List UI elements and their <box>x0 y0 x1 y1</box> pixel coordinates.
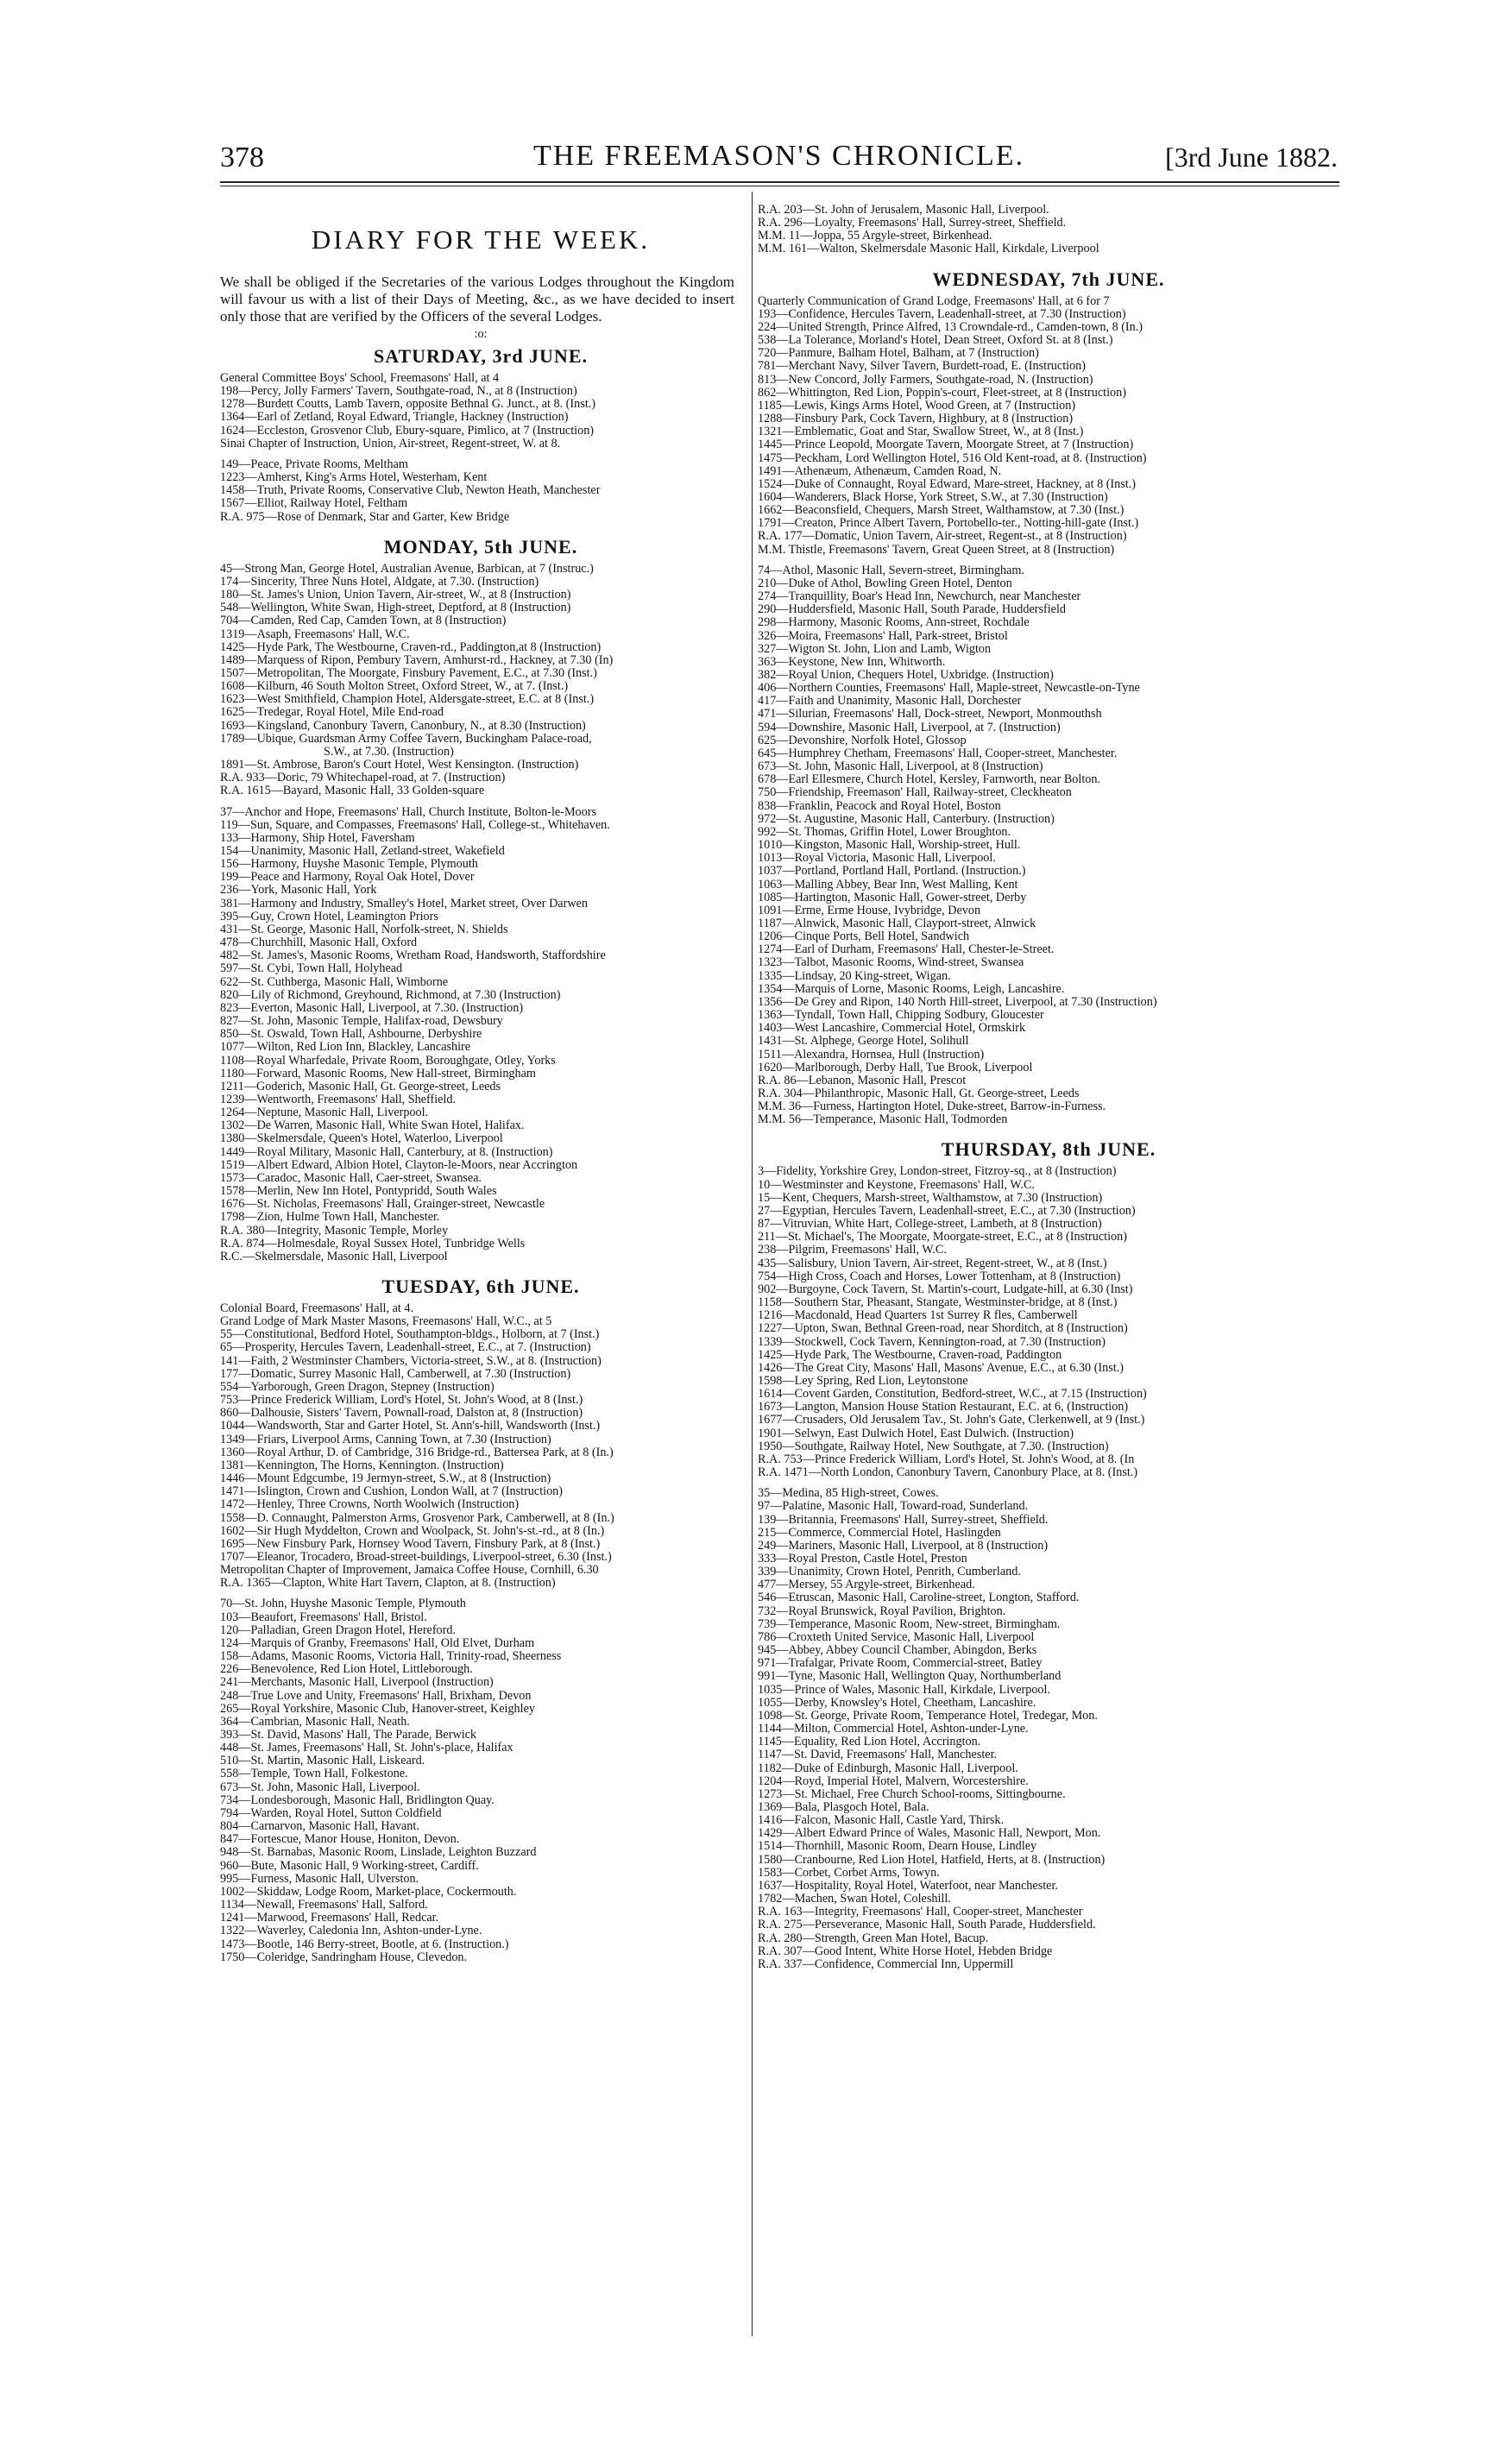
right-column <box>758 204 1339 1979</box>
lodge-entry: 210—Duke of Athol, Bowling Green Hotel, Denton <box>758 577 1012 590</box>
lodge-entry: 1624—Eccleston, Grosvenor Club, Ebury-square, Pimlico, at 7 (Instruction) <box>220 424 595 438</box>
lodge-entry: 1507—Metropolitan, The Moorgate, Finsbury Pavement, E.C., at 7.30 (Inst.) <box>220 666 597 680</box>
lodge-entry: 1339—Stockwell, Cock Tavern, Kennington-road, at 7.30 (Instruction) <box>758 1335 1106 1349</box>
lodge-entry: 1206—Cinque Ports, Bell Hotel, Sandwich <box>758 930 970 944</box>
lodge-entry: 548—Wellington, White Swan, High-street, Deptford, at 8 (Instruction) <box>220 602 571 615</box>
lodge-entry: 198—Percy, Jolly Farmers' Tavern, Southgate-road, N., at 8 (Instruction) <box>220 385 577 399</box>
lodge-entry: 70—St. John, Huyshe Masonic Temple, Plymouth <box>220 1597 466 1611</box>
lodge-entry: R.A. 280—Strength, Green Man Hotel, Bacup. <box>758 1931 989 1945</box>
lodge-entry: 1322—Waverley, Caledonia Inn, Ashton-under-Lyne. <box>220 1925 482 1938</box>
lodge-entry: 1354—Marquis of Lorne, Masonic Rooms, Leigh, Lancashire. <box>758 982 1065 996</box>
lodge-entry: 1288—Finsbury Park, Cock Tavern, Highbury, at 8 (Instruction) <box>758 413 1074 426</box>
lodge-entry: 290—Huddersfield, Masonic Hall, South Parade, Huddersfield <box>758 603 1066 617</box>
lodge-entry: 960—Bute, Masonic Hall, 9 Working-street, Cardiff. <box>220 1859 479 1873</box>
lodge-entry: 739—Temperance, Masonic Room, New-street, Birmingham. <box>758 1617 1061 1631</box>
lodge-entry: 991—Tyne, Masonic Hall, Wellington Quay, Northumberland <box>758 1670 1062 1684</box>
lodge-entry: 1431—St. Alphege, George Hotel, Solihull <box>758 1035 969 1049</box>
lodge-entry: 327—Wigton St. John, Lion and Lamb, Wigton <box>758 642 992 656</box>
lodge-entry: 381—Harmony and Industry, Smalley's Hotel, Market street, Over Darwen <box>220 897 588 910</box>
lodge-entry: R.C.—Skelmersdale, Masonic Hall, Liverpool <box>220 1250 448 1263</box>
lodge-entry: 862—Whittington, Red Lion, Poppin's-court, Fleet-street, at 8 (Instruction) <box>758 386 1126 400</box>
lodge-entry: 1426—The Great City, Masons' Hall, Masons' Avenue, E.C., at 6.30 (Inst.) <box>758 1361 1124 1375</box>
lodge-entry: 339—Unanimity, Crown Hotel, Penrith, Cumberland. <box>758 1566 1021 1579</box>
lodge-entry: 1524—Duke of Connaught, Royal Edward, Mare-street, Hackney, at 8 (Inst.) <box>758 477 1136 491</box>
lodge-entry: 1216—Macdonald, Head Quarters 1st Surrey R fles, Camberwell <box>758 1309 1078 1323</box>
lodge-entry: 1349—Friars, Liverpool Arms, Canning Town, at 7.30 (Instruction) <box>220 1433 551 1446</box>
lodge-entry: 597—St. Cybi, Town Hall, Holyhead <box>220 962 403 976</box>
lodge-entry: S.W., at 7.30. (Instruction) <box>324 745 454 759</box>
lodge-entry: 180—St. James's Union, Union Tavern, Air-street, W., at 8 (Instruction) <box>220 589 571 602</box>
lodge-entry: 1278—Burdett Coutts, Lamb Tavern, opposite Bethnal G. Junct., at 8. (Inst.) <box>220 398 595 412</box>
lodge-entry: 673—St. John, Masonic Hall, Liverpool, at 8 (Instruction) <box>758 760 1043 774</box>
lodge-entry: 1241—Marwood, Freemasons' Hall, Redcar. <box>220 1912 439 1925</box>
lodge-entry: 838—Franklin, Peacock and Royal Hotel, Boston <box>758 799 1001 813</box>
lodge-entry: 448—St. James, Freemasons' Hall, St. John's-place, Halifax <box>220 1742 513 1755</box>
lodge-entry: R.A. 177—Domatic, Union Tavern, Air-street, Regent-st., at 8 (Instruction) <box>758 530 1127 544</box>
lodge-entry: 1608—Kilburn, 46 South Molton Street, Oxford Street, W., at 7. (Inst.) <box>220 680 569 694</box>
lodge-entry: 1098—St. George, Private Room, Temperance Hotel, Tredegar, Mon. <box>758 1709 1098 1723</box>
lodge-entry: R.A. 975—Rose of Denmark, Star and Garter, Kew Bridge <box>220 510 510 524</box>
lodge-entry: M.M. 36—Furness, Hartington Hotel, Duke-street, Barrow-in-Furness. <box>758 1100 1106 1114</box>
lodge-entry: 1950—Southgate, Railway Hotel, New Southgate, at 7.30. (Instruction) <box>758 1440 1109 1453</box>
lodge-entry: 133—Harmony, Ship Hotel, Faversham <box>220 831 415 845</box>
column-divider <box>752 192 753 2336</box>
lodge-entry: 1381—Kennington, The Horns, Kennington. (Instruction) <box>220 1459 504 1472</box>
lodge-entry: 1144—Milton, Commercial Hotel, Ashton-under-Lyne. <box>758 1723 1029 1736</box>
lodge-entry: 1429—Albert Edward Prince of Wales, Masonic Hall, Newport, Mon. <box>758 1827 1101 1841</box>
lodge-entry: 1187—Alnwick, Masonic Hall, Clayport-street, Alnwick <box>758 917 1036 930</box>
lodge-entry: 1055—Derby, Knowsley's Hotel, Cheetham, Lancashire. <box>758 1696 1036 1710</box>
lodge-entry: 431—St. George, Masonic Hall, Norfolk-street, N. Shields <box>220 923 508 936</box>
lodge-entry: 1637—Hospitality, Royal Hotel, Waterfoot, near Manchester. <box>758 1879 1058 1893</box>
lodge-entry: 734—Londesborough, Masonic Hall, Bridlington Quay. <box>220 1793 495 1807</box>
group-gap <box>220 798 741 806</box>
lodge-entry: 1002—Skiddaw, Lodge Room, Market-place, Cockermouth. <box>220 1885 517 1899</box>
lodge-entry: 478—Churchhill, Masonic Hall, Oxford <box>220 936 418 950</box>
lodge-entry: 158—Adams, Masonic Rooms, Victoria Hall, Trinity-road, Sheerness <box>220 1650 562 1664</box>
lodge-entry: R.A. 753—Prince Frederick William, Lord's Hotel, St. John's Wood, at 8. (In <box>758 1452 1135 1466</box>
lodge-entry: 1580—Cranbourne, Red Lion Hotel, Hatfield, Herts, at 8. (Instruction) <box>758 1853 1106 1867</box>
lodge-entry: 1625—Tredegar, Royal Hotel, Mile End-road <box>220 706 444 720</box>
lodge-entry: 1891—St. Ambrose, Baron's Court Hotel, West Kensington. (Instruction) <box>220 759 579 772</box>
lodge-entry: 823—Everton, Masonic Hall, Liverpool, at 7.30. (Instruction) <box>220 1001 524 1015</box>
day-heading: MONDAY, 5th JUNE. <box>383 535 578 558</box>
lodge-entry: 1676—St. Nicholas, Freemasons' Hall, Grainger-street, Newcastle <box>220 1198 545 1212</box>
lodge-entry: 1471—Islington, Crown and Cushion, London Wall, at 7 (Instruction) <box>220 1485 563 1499</box>
lodge-entry: 3—Fidelity, Yorkshire Grey, London-street, Fitzroy-sq., at 8 (Instruction) <box>758 1165 1117 1179</box>
lodge-entry: 1369—Bala, Plasgoch Hotel, Bala. <box>758 1800 929 1814</box>
lodge-entry: 1158—Southern Star, Pheasant, Stangate, Westminster-bridge, at 8 (Inst.) <box>758 1296 1118 1310</box>
lodge-entry: R.A. 933—Doric, 79 Whitechapel-road, at 7. (Instruction) <box>220 772 506 785</box>
page-header <box>220 138 1338 178</box>
lodge-entry: Metropolitan Chapter of Improvement, Jamaica Coffee House, Cornhill, 6.30 <box>220 1564 599 1578</box>
lodge-entry: 704—Camden, Red Cap, Camden Town, at 8 (Instruction) <box>220 614 507 628</box>
lodge-entry: 177—Domatic, Surrey Masonic Hall, Camberwell, at 7.30 (Instruction) <box>220 1367 571 1381</box>
lodge-entry: R.A. 337—Confidence, Commercial Inn, Uppermill <box>758 1957 1014 1971</box>
lodge-entry: 1511—Alexandra, Hornsea, Hull (Instruction) <box>758 1048 985 1062</box>
lodge-entry: R.A. 874—Holmesdale, Royal Sussex Hotel, Tunbridge Wells <box>220 1237 526 1251</box>
lodge-entry: 393—St. David, Masons' Hall, The Parade, Berwick <box>220 1729 477 1742</box>
lodge-entry: R.A. 296—Loyalty, Freemasons' Hall, Surrey-street, Sheffield. <box>758 217 1067 230</box>
lodge-entry: 781—Merchant Navy, Silver Tavern, Burdett-road, E. (Instruction) <box>758 360 1086 374</box>
lodge-entry: 141—Faith, 2 Westminster Chambers, Victoria-street, S.W., at 8. (Instruction) <box>220 1354 602 1368</box>
lodge-entry: 1901—Selwyn, East Dulwich Hotel, East Dulwich. (Instruction) <box>758 1427 1074 1440</box>
lodge-group <box>220 806 741 1263</box>
lodge-entry: 1335—Lindsay, 20 King-street, Wigan. <box>758 969 951 983</box>
issue-date: [3rd June 1882. <box>1165 142 1338 173</box>
lodge-entry: 45—Strong Man, George Hotel, Australian Avenue, Barbican, at 7 (Instruc.) <box>220 562 594 576</box>
lodge-entry: 1302—De Warren, Masonic Hall, White Swan Hotel, Halifax. <box>220 1119 525 1133</box>
lodge-entry: 1044—Wandsworth, Star and Garter Hotel, St. Ann's-hill, Wandsworth (Inst.) <box>220 1420 601 1433</box>
lodge-entry: 1108—Royal Wharfedale, Private Room, Boroughgate, Otley, Yorks <box>220 1054 556 1068</box>
lodge-entry: 226—Benevolence, Red Lion Hotel, Littleborough. <box>220 1663 473 1677</box>
lodge-entry: 154—Unanimity, Masonic Hall, Zetland-street, Wakefield <box>220 845 505 858</box>
lodge-entry: 326—Moira, Freemasons' Hall, Park-street, Bristol <box>758 629 1008 643</box>
lodge-entry: 971—Trafalgar, Private Room, Commercial-street, Batley <box>758 1657 1043 1671</box>
lodge-entry: 1363—Tyndall, Town Hall, Chipping Sodbury, Gloucester <box>758 1009 1044 1023</box>
lodge-entry: 417—Faith and Unanimity, Masonic Hall, Dorchester <box>758 695 1022 709</box>
lodge-entry: 1567—Elliot, Railway Hotel, Feltham <box>220 497 408 511</box>
lodge-entry: 995—Furness, Masonic Hall, Ulverston. <box>220 1872 419 1886</box>
lodge-entry: 364—Cambrian, Masonic Hall, Neath. <box>220 1715 410 1729</box>
lodge-entry: 673—St. John, Masonic Hall, Liverpool. <box>220 1780 420 1794</box>
lodge-entry: 902—Burgoyne, Cock Tavern, St. Martin's-court, Ludgate-hill, at 6.30 (Inst) <box>758 1282 1133 1296</box>
lodge-entry: 149—Peace, Private Rooms, Meltham <box>220 457 408 471</box>
lodge-entry: 395—Guy, Crown Hotel, Leamington Priors <box>220 910 438 923</box>
lodge-entry: 1623—West Smithfield, Champion Hotel, Aldersgate-street, E.C. at 8 (Inst.) <box>220 693 595 707</box>
lodge-entry: 1063—Malling Abbey, Bear Inn, West Malling, Kent <box>758 878 1018 892</box>
lodge-group <box>758 204 1339 256</box>
lodge-entry: 1573—Caradoc, Masonic Hall, Caer-street, Swansea. <box>220 1171 482 1185</box>
lodge-entry: 1445—Prince Leopold, Moorgate Tavern, Moorgate Street, at 7 (Instruction) <box>758 438 1134 452</box>
lodge-entry: 1798—Zion, Hulme Town Hall, Manchester. <box>220 1211 440 1225</box>
group-gap <box>758 1479 1339 1487</box>
lodge-entry: 236—York, Masonic Hall, York <box>220 884 377 898</box>
lodge-group <box>220 1302 741 1590</box>
lodge-entry: 1514—Thornhill, Masonic Room, Dearn House, Lindley <box>758 1840 1037 1854</box>
left-column <box>220 204 741 1972</box>
lodge-entry: 1473—Bootle, 146 Berry-street, Bootle, at 6. (Instruction.) <box>220 1937 509 1951</box>
lodge-entry: 1677—Crusaders, Old Jerusalem Tav., St. John's Gate, Clerkenwell, at 9 (Inst.) <box>758 1414 1145 1427</box>
lodge-entry: 1425—Hyde Park, The Westbourne, Craven-rd., Paddington,at 8 (Instruction) <box>220 640 602 654</box>
lodge-entry: 35—Medina, 85 High-street, Cowes. <box>758 1487 939 1501</box>
lodge-entry: 1319—Asaph, Freemasons' Hall, W.C. <box>220 627 410 641</box>
lodge-entry: 248—True Love and Unity, Freemasons' Hall, Brixham, Devon <box>220 1689 532 1703</box>
lodge-entry: 1227—Upton, Swan, Bethnal Green-road, near Shorditch, at 8 (Instruction) <box>758 1322 1128 1336</box>
lodge-entry: 1323—Talbot, Masonic Rooms, Wind-street, Swansea <box>758 956 1024 970</box>
lodge-entry: 1602—Sir Hugh Myddelton, Crown and Woolpack, St. John's-st.-rd., at 8 (In.) <box>220 1524 605 1538</box>
lodge-entry: 1264—Neptune, Masonic Hall, Liverpool. <box>220 1106 429 1120</box>
lodge-entry: 1180—Forward, Masonic Rooms, New Hall-street, Birmingham <box>220 1067 536 1081</box>
lodge-entry: 298—Harmony, Masonic Rooms, Ann-street, Rochdale <box>758 616 1030 630</box>
lodge-entry: 732—Royal Brunswick, Royal Pavilion, Brighton. <box>758 1604 1006 1618</box>
lodge-entry: R.A. 203—St. John of Jerusalem, Masonic Hall, Liverpool. <box>758 204 1049 217</box>
lodge-entry: 546—Etruscan, Masonic Hall, Caroline-street, Longton, Stafford. <box>758 1591 1080 1605</box>
lodge-entry: 558—Temple, Town Hall, Folkestone. <box>220 1767 408 1781</box>
lodge-group <box>220 458 741 524</box>
lodge-entry: 10—Westminster and Keystone, Freemasons' Hall, W.C. <box>758 1178 1035 1192</box>
lodge-entry: 1204—Royd, Imperial Hotel, Malvern, Worcestershire. <box>758 1774 1029 1788</box>
lodge-entry: R.A. 275—Perseverance, Masonic Hall, South Parade, Huddersfield. <box>758 1919 1096 1932</box>
lodge-entry: 1360—Royal Arthur, D. of Cambridge, 316 Bridge-rd., Battersea Park, at 8 (In.) <box>220 1446 614 1459</box>
lodge-entry: 847—Fortescue, Manor House, Honiton, Devon. <box>220 1833 460 1847</box>
lodge-entry: 1789—Ubique, Guardsman Army Coffee Tavern, Buckingham Palace-road, <box>220 732 592 746</box>
group-gap <box>220 524 741 532</box>
lodge-entry: 382—Royal Union, Chequers Hotel, Uxbridge. (Instruction) <box>758 669 1054 682</box>
lodge-entry: 786—Croxteth United Service, Masonic Hall, Liverpool <box>758 1630 1035 1644</box>
lodge-entry: 1364—Earl of Zetland, Royal Edward, Triangle, Hackney (Instruction) <box>220 411 569 425</box>
lodge-entry: Colonial Board, Freemasons' Hall, at 4. <box>220 1302 414 1315</box>
lodge-entry: 625—Devonshire, Norfolk Hotel, Glossop <box>758 734 967 747</box>
lodge-group <box>220 1597 741 1963</box>
lodge-entry: 1321—Emblematic, Goat and Star, Swallow Street, W., at 8 (Inst.) <box>758 425 1084 439</box>
lodge-entry: 174—Sincerity, Three Nuns Hotel, Aldgate, at 7.30. (Instruction) <box>220 575 539 589</box>
lodge-entry: 215—Commerce, Commercial Hotel, Haslingden <box>758 1526 1001 1540</box>
lodge-group <box>758 1165 1339 1479</box>
lodge-entry: 435—Salisbury, Union Tavern, Air-street, Regent-street, W., at 8 (Inst.) <box>758 1257 1107 1270</box>
lodge-entry: 65—Prosperity, Hercules Tavern, Leadenhall-street, E.C., at 7. (Instruction) <box>220 1341 591 1355</box>
lodge-entry: 1085—Hartington, Masonic Hall, Gower-street, Derby <box>758 891 1027 904</box>
lodge-entry: 1239—Wentworth, Freemasons' Hall, Sheffield. <box>220 1093 457 1106</box>
lodge-entry: 1491—Athenæum, Athenæum, Camden Road, N. <box>758 464 1002 478</box>
lodge-entry: 74—Athol, Masonic Hall, Severn-street, Birmingham. <box>758 564 1024 577</box>
lodge-entry: 199—Peace and Harmony, Royal Oak Hotel, Dover <box>220 871 475 885</box>
lodge-entry: 1446—Mount Edgcumbe, 19 Jermyn-street, S.W., at 8 (Instruction) <box>220 1472 551 1486</box>
lodge-entry: 827—St. John, Masonic Temple, Halifax-road, Dewsbury <box>220 1015 503 1029</box>
lodge-entry: 820—Lily of Richmond, Greyhound, Richmond, at 7.30 (Instruction) <box>220 988 561 1002</box>
lodge-entry: 1425—Hyde Park, The Westbourne, Craven-road, Paddington <box>758 1348 1062 1362</box>
lodge-entry: General Committee Boys' School, Freemasons' Hall, at 4 <box>220 372 500 385</box>
lodge-group <box>220 372 741 451</box>
lodge-entry: 510—St. Martin, Masonic Hall, Liskeard. <box>220 1755 425 1768</box>
lodge-entry: R.A. 304—Philanthropic, Masonic Hall, Gt. George-street, Leeds <box>758 1087 1080 1100</box>
lodge-entry: 1519—Albert Edward, Albion Hotel, Clayton-le-Moors, near Accrington <box>220 1158 578 1172</box>
diary-title: DIARY FOR THE WEEK. <box>311 224 651 255</box>
lodge-entry: 1578—Merlin, New Inn Hotel, Pontypridd, South Wales <box>220 1185 497 1199</box>
lodge-entry: 139—Britannia, Freemasons' Hall, Surrey-street, Sheffield. <box>758 1513 1049 1527</box>
group-gap <box>758 256 1339 264</box>
lodge-entry: 1037—Portland, Portland Hall, Portland. (Instruction.) <box>758 865 1026 879</box>
group-gap <box>220 1964 741 1972</box>
lodge-entry: M.M. 56—Temperance, Masonic Hall, Todmorden <box>758 1113 1008 1127</box>
lodge-entry: 750—Friendship, Freemason' Hall, Railway-street, Cleckheaton <box>758 786 1072 800</box>
section-separator: :o: <box>474 327 488 341</box>
lodge-entry: 211—St. Michael's, The Moorgate, Moorgate-street, E.C., at 8 (Instruction) <box>758 1231 1127 1244</box>
lodge-entry: M.M. 11—Joppa, 55 Argyle-street, Birkenhead. <box>758 230 992 243</box>
day-heading: SATURDAY, 3rd JUNE. <box>373 345 588 367</box>
lodge-entry: 119—Sun, Square, and Compasses, Freemasons' Hall, College-st., Whitehaven. <box>220 818 610 832</box>
group-gap <box>220 451 741 458</box>
lodge-entry: 482—St. James's, Masonic Rooms, Wretham Road, Handsworth, Staffordshire <box>220 949 606 963</box>
lodge-group <box>758 1487 1339 1971</box>
lodge-entry: 1449—Royal Military, Masonic Hall, Canterbury, at 8. (Instruction) <box>220 1145 553 1159</box>
lodge-entry: 1134—Newall, Freemasons' Hall, Salford. <box>220 1899 428 1912</box>
lodge-entry: 813—New Concord, Jolly Farmers, Southgate-road, N. (Instruction) <box>758 373 1093 387</box>
lodge-entry: M.M. 161—Walton, Skelmersdale Masonic Hall, Kirkdale, Liverpool <box>758 243 1099 256</box>
lodge-entry: 972—St. Augustine, Masonic Hall, Canterbury. (Instruction) <box>758 812 1055 826</box>
lodge-entry: 27—Egyptian, Hercules Tavern, Leadenhall-street, E.C., at 7.30 (Instruction) <box>758 1204 1136 1218</box>
lodge-entry: 554—Yarborough, Green Dragon, Stepney (Instruction) <box>220 1380 495 1394</box>
lodge-entry: Sinai Chapter of Instruction, Union, Air-street, Regent-street, W. at 8. <box>220 437 561 451</box>
lodge-entry: 1403—West Lancashire, Commercial Hotel, Ormskirk <box>758 1022 1026 1036</box>
lodge-entry: 1223—Amherst, King's Arms Hotel, Westerham, Kent <box>220 471 488 485</box>
lodge-entry: 1380—Skelmersdale, Queen's Hotel, Waterloo, Liverpool <box>220 1132 503 1146</box>
lodge-entry: 238—Pilgrim, Freemasons' Hall, W.C. <box>758 1244 947 1257</box>
lodge-entry: 1472—Henley, Three Crowns, North Woolwich (Instruction) <box>220 1498 520 1512</box>
lodge-entry: 1782—Machen, Swan Hotel, Coleshill. <box>758 1893 951 1906</box>
lodge-entry: 850—St. Oswald, Town Hall, Ashbourne, Derbyshire <box>220 1028 482 1042</box>
lodge-entry: 1791—Creaton, Prince Albert Tavern, Portobello-ter., Notting-hill-gate (Inst.) <box>758 517 1139 531</box>
lodge-entry: 538—La Tolerance, Morland's Hotel, Dean Street, Oxford St. at 8 (Inst.) <box>758 334 1113 348</box>
lodge-entry: 120—Palladian, Green Dragon Hotel, Hereford. <box>220 1623 457 1637</box>
lodge-entry: 274—Tranquillity, Boar's Head Inn, Newchurch, near Manchester <box>758 590 1081 604</box>
lodge-entry: 1185—Lewis, Kings Arms Hotel, Wood Green, at 7 (Instruction) <box>758 399 1076 413</box>
lodge-entry: 1211—Goderich, Masonic Hall, Gt. George-street, Leeds <box>220 1080 501 1093</box>
lodge-entry: 720—Panmure, Balham Hotel, Balham, at 7 (Instruction) <box>758 347 1039 361</box>
lodge-entry: 1356—De Grey and Ripon, 140 North Hill-street, Liverpool, at 7.30 (Instruction) <box>758 995 1157 1009</box>
lodge-entry: 1077—Wilton, Red Lion Inn, Blackley, Lancashire <box>220 1041 471 1055</box>
lodge-entry: 1274—Earl of Durham, Freemasons' Hall, Chester-le-Street. <box>758 943 1055 957</box>
lodge-entry: 249—Mariners, Masonic Hall, Liverpool, at 8 (Instruction) <box>758 1539 1049 1553</box>
lodge-entry: 87—Vitruvian, White Hart, College-street, Lambeth, at 8 (Instruction) <box>758 1218 1102 1232</box>
lodge-entry: 1662—Beaconsfield, Chequers, Marsh Street, Walthamstow, at 7.30 (Inst.) <box>758 504 1125 518</box>
lodge-entry: 1475—Peckham, Lord Wellington Hotel, 516 Old Kent-road, at 8. (Instruction) <box>758 451 1147 465</box>
day-heading: THURSDAY, 8th JUNE. <box>941 1138 1156 1161</box>
lodge-entry: 55—Constitutional, Bedford Hotel, Southampton-bldgs., Holborn, at 7 (Inst.) <box>220 1328 600 1342</box>
lodge-entry: Grand Lodge of Mark Master Masons, Freemasons' Hall, W.C., at 5 <box>220 1315 552 1329</box>
group-gap <box>220 1263 741 1271</box>
lodge-entry: 1620—Marlborough, Derby Hall, Tue Brook, Liverpool <box>758 1061 1033 1074</box>
lodge-entry: 1558—D. Connaught, Palmerston Arms, Grosvenor Park, Camberwell, at 8 (In.) <box>220 1511 614 1525</box>
day-heading: TUESDAY, 6th JUNE. <box>381 1276 580 1297</box>
lodge-entry: 1583—Corbet, Corbet Arms, Towyn. <box>758 1866 940 1880</box>
lodge-entry: 678—Earl Ellesmere, Church Hotel, Kersley, Farnworth, near Bolton. <box>758 773 1101 787</box>
lodge-entry: 645—Humphrey Chetham, Freemasons' Hall, Cooper-street, Manchester. <box>758 747 1118 760</box>
lodge-entry: 622—St. Cuthberga, Masonic Hall, Wimborne <box>220 975 449 989</box>
lodge-entry: 754—High Cross, Coach and Horses, Lower Tottenham, at 8 (Instruction) <box>758 1270 1121 1283</box>
newspaper-title: THE FREEMASON'S CHRONICLE. <box>532 140 1025 172</box>
lodge-entry: 333—Royal Preston, Castle Hotel, Preston <box>758 1553 967 1566</box>
lodge-entry: 193—Confidence, Hercules Tavern, Leadenhall-street, at 7.30 (Instruction) <box>758 307 1126 321</box>
lodge-entry: 15—Kent, Chequers, Marsh-street, Walthamstow, at 7.30 (Instruction) <box>758 1191 1103 1205</box>
lodge-entry: R.A. 1471—North London, Canonbury Tavern, Canonbury Place, at 8. (Inst.) <box>758 1466 1138 1480</box>
lodge-group <box>758 295 1339 557</box>
lodge-entry: 945—Abbey, Abbey Council Chamber, Abingdon, Berks <box>758 1644 1037 1658</box>
lodge-entry: 1182—Duke of Edinburgh, Masonic Hall, Liverpool. <box>758 1761 1018 1775</box>
lodge-entry: 241—Merchants, Masonic Hall, Liverpool (Instruction) <box>220 1676 494 1690</box>
lodge-entry: 1458—Truth, Private Rooms, Conservative Club, Newton Heath, Manchester <box>220 484 601 498</box>
lodge-entry: 1091—Erme, Erme House, Ivybridge, Devon <box>758 904 981 917</box>
day-heading: WEDNESDAY, 7th JUNE. <box>932 268 1165 290</box>
lodge-entry: 753—Prince Frederick William, Lord's Hotel, St. John's Wood, at 8 (Inst.) <box>220 1394 583 1408</box>
lodge-entry: 1750—Coleridge, Sandringham House, Clevedon. <box>220 1950 468 1964</box>
lodge-entry: 1010—Kingston, Masonic Hall, Worship-street, Hull. <box>758 839 1021 853</box>
group-gap <box>758 557 1339 564</box>
lodge-entry: 406—Northern Counties, Freemasons' Hall, Maple-street, Newcastle-on-Tyne <box>758 682 1140 696</box>
group-gap <box>220 1590 741 1597</box>
lodge-entry: 804—Carnarvon, Masonic Hall, Havant. <box>220 1820 419 1834</box>
lodge-entry: 37—Anchor and Hope, Freemasons' Hall, Church Institute, Bolton-le-Moors <box>220 805 596 819</box>
lodge-entry: 1147—St. David, Freemasons' Hall, Manchester. <box>758 1748 998 1762</box>
lodge-entry: R.A. 307—Good Intent, White Horse Hotel, Hebden Bridge <box>758 1944 1053 1958</box>
lodge-entry: 363—Keystone, New Inn, Whitworth. <box>758 655 946 669</box>
lodge-entry: Quarterly Communication of Grand Lodge, Freemasons' Hall, at 6 for 7 <box>758 294 1110 308</box>
lodge-entry: 794—Warden, Royal Hotel, Sutton Coldfield <box>220 1806 442 1820</box>
lodge-entry: 1416—Falcon, Masonic Hall, Castle Yard, Thirsk. <box>758 1814 1005 1828</box>
lodge-entry: 1489—Marquess of Ripon, Pembury Tavern, Amhurst-rd., Hackney, at 7.30 (In) <box>220 653 614 667</box>
lodge-entry: 156—Harmony, Huyshe Masonic Temple, Plymouth <box>220 858 478 872</box>
lodge-group <box>220 563 741 798</box>
lodge-entry: R.A. 380—Integrity, Masonic Temple, Morley <box>220 1224 449 1238</box>
page-number: 378 <box>220 142 264 173</box>
lodge-entry: 1673—Langton, Mansion House Station Restaurant, E.C. at 6, (Instruction) <box>758 1401 1129 1415</box>
lodge-entry: 97—Palatine, Masonic Hall, Toward-road, Sunderland. <box>758 1500 1029 1514</box>
header-rule <box>220 181 1339 183</box>
lodge-entry: 1035—Prince of Wales, Masonic Hall, Kirkdale, Liverpool. <box>758 1683 1051 1697</box>
lodge-entry: 1693—Kingsland, Canonbury Tavern, Canonbury, N., at 8.30 (Instruction) <box>220 719 586 733</box>
lodge-entry: 594—Downshire, Masonic Hall, Liverpool, at 7. (Instruction) <box>758 721 1061 734</box>
lodge-entry: M.M. Thistle, Freemasons' Tavern, Great Queen Street, at 8 (Instruction) <box>758 543 1115 557</box>
lodge-entry: 103—Beaufort, Freemasons' Hall, Bristol. <box>220 1610 427 1624</box>
lodge-entry: 948—St. Barnabas, Masonic Room, Linslade, Leighton Buzzard <box>220 1846 537 1860</box>
lodge-entry: R.A. 163—Integrity, Freemasons' Hall, Cooper-street, Manchester <box>758 1906 1083 1919</box>
lodge-entry: R.A. 1365—Clapton, White Hart Tavern, Clapton, at 8. (Instruction) <box>220 1577 556 1591</box>
lodge-entry: 992—St. Thomas, Griffin Hotel, Lower Broughton. <box>758 825 1011 839</box>
lodge-entry: 1695—New Finsbury Park, Hornsey Wood Tavern, Finsbury Park, at 8 (Inst.) <box>220 1537 601 1551</box>
lodge-entry: 1145—Equality, Red Lion Hotel, Accrington. <box>758 1736 981 1749</box>
lodge-entry: 124—Marquis of Granby, Freemasons' Hall, Old Elvet, Durham <box>220 1636 535 1650</box>
lodge-entry: 1707—Eleanor, Trocadero, Broad-street-buildings, Liverpool-street, 6.30 (Inst.) <box>220 1550 612 1564</box>
lodge-entry: 1614—Covent Garden, Constitution, Bedford-street, W.C., at 7.15 (Instruction) <box>758 1388 1147 1402</box>
lodge-entry: R.A. 86—Lebanon, Masonic Hall, Prescot <box>758 1074 967 1087</box>
lodge-entry: 477—Mersey, 55 Argyle-street, Birkenhead. <box>758 1578 975 1592</box>
lodge-entry: 471—Silurian, Freemasons' Hall, Dock-street, Newport, Monmouthsh <box>758 708 1102 721</box>
lodge-entry: 1598—Ley Spring, Red Lion, Leytonstone <box>758 1374 968 1388</box>
lodge-entry: 1604—Wanderers, Black Horse, York Street, S.W., at 7.30 (Instruction) <box>758 490 1108 504</box>
lodge-entry: 224—United Strength, Prince Alfred, 13 Crowndale-rd., Camden-town, 8 (In.) <box>758 320 1143 334</box>
lodge-group <box>758 564 1339 1127</box>
diary-intro: We shall be obliged if the Secretaries of the various Lodges throughout the Kingdom will favour us with a list of their Days of Meeting, &c., as we have decided to insert only those that are verified by the Officers of the several Lodges. <box>220 274 734 324</box>
lodge-entry: 265—Royal Yorkshire, Masonic Club, Hanover-street, Keighley <box>220 1702 535 1716</box>
group-gap <box>758 1971 1339 1979</box>
lodge-entry: 860—Dalhousie, Sisters' Tavern, Pownall-road, Dalston at, 8 (Instruction) <box>220 1407 583 1421</box>
lodge-entry: 1273—St. Michael, Free Church School-rooms, Sittingbourne. <box>758 1787 1066 1801</box>
lodge-entry: 1013—Royal Victoria, Masonic Hall, Liverpool. <box>758 852 996 866</box>
lodge-entry: R.A. 1615—Bayard, Masonic Hall, 33 Golden-square <box>220 784 485 798</box>
group-gap <box>758 1126 1339 1134</box>
